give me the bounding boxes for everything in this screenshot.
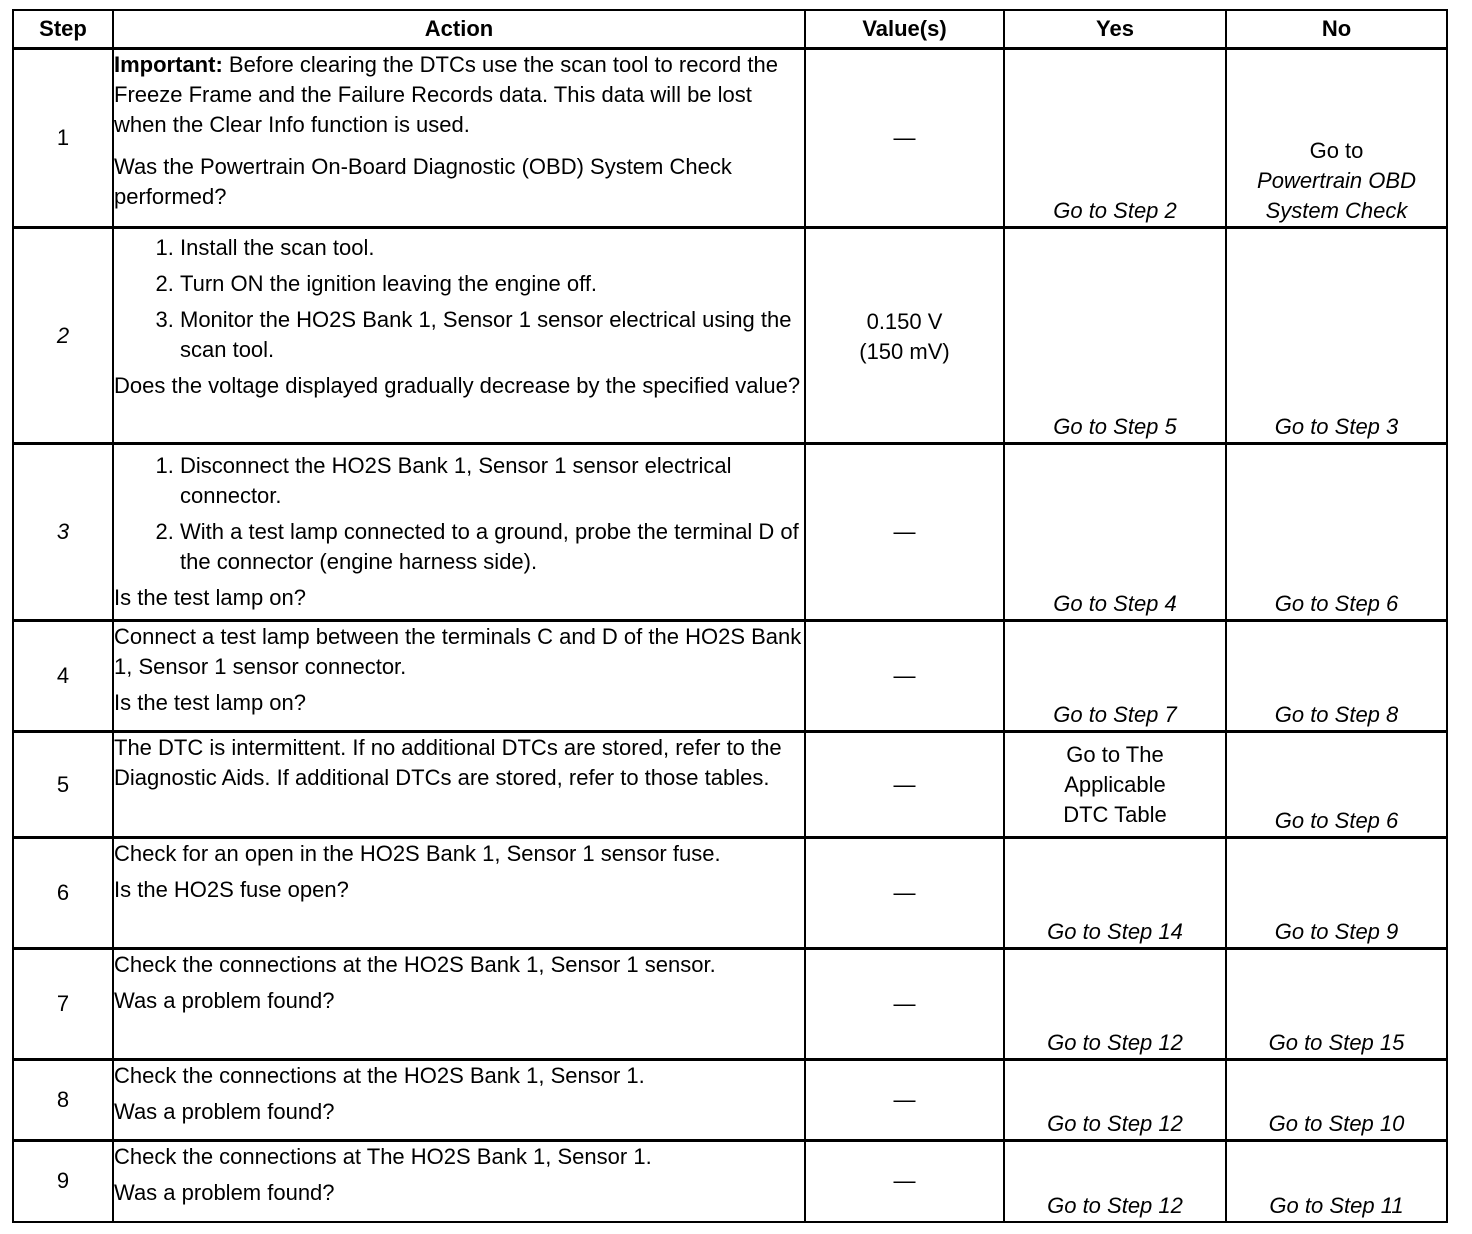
no-cell: [1226, 1060, 1447, 1141]
action-steps-list: [114, 451, 804, 577]
value-line: 0.150 V: [866, 309, 943, 334]
yes-cell: [1004, 49, 1226, 228]
yes-cell: [1004, 444, 1226, 621]
action-question: Was the Powertrain On-Board Diagnostic (OBD) System Check performed?: [114, 154, 732, 209]
value-cell: —: [805, 621, 1004, 732]
value-cell: —: [805, 49, 1004, 228]
value-cell: —: [805, 838, 1004, 949]
yes-cell: [1004, 732, 1226, 838]
step-number: 8: [13, 1060, 113, 1141]
no-goto: Go to Step 3: [1274, 414, 1399, 439]
no-cell: [1226, 444, 1447, 621]
yes-cell: [1004, 949, 1226, 1060]
header-yes: Yes: [1004, 10, 1226, 49]
table-row: [13, 838, 1447, 949]
value-cell: —: [805, 732, 1004, 838]
yes-goto: Go to Step 12: [1047, 1111, 1183, 1136]
action-question: Was a problem found?: [114, 988, 335, 1013]
no-cell: [1226, 228, 1447, 444]
action-steps-list: [114, 233, 804, 365]
action-cell: [113, 949, 805, 1060]
action-cell: [113, 732, 805, 838]
no-goto: Go to Step 15: [1268, 1030, 1405, 1055]
value-cell: —: [805, 1060, 1004, 1141]
action-question: Does the voltage displayed gradually decrease by the specified value?: [114, 373, 801, 398]
value-cell: —: [805, 949, 1004, 1060]
yes-goto-line: DTC Table: [1063, 801, 1167, 827]
action-question: Was a problem found?: [114, 1099, 335, 1124]
action-text: Check the connections at the HO2S Bank 1, Sensor 1 sensor.: [114, 952, 716, 977]
step-number: 6: [13, 838, 113, 949]
action-step-item: 2. With a test lamp connected to a ground, probe the terminal D of the connector (engine harness side).: [180, 517, 804, 577]
no-goto: Go to Step 11: [1269, 1192, 1404, 1218]
no-goto: Go to Step 10: [1268, 1111, 1405, 1136]
value-cell: —: [805, 1141, 1004, 1222]
yes-goto: Go to Step 12: [1047, 1192, 1183, 1218]
step-number: 3: [13, 444, 113, 621]
yes-goto-line: Applicable: [1064, 771, 1166, 797]
yes-cell: [1004, 1060, 1226, 1141]
action-step-item: 3. Monitor the HO2S Bank 1, Sensor 1 sensor electrical using the scan tool.: [180, 305, 804, 365]
action-text: Check for an open in the HO2S Bank 1, Sensor 1 sensor fuse.: [114, 841, 721, 866]
no-cell: [1226, 838, 1447, 949]
header-action: Action: [113, 10, 805, 49]
table-row: [13, 949, 1447, 1060]
action-cell: [113, 444, 805, 621]
diagnostic-table: [12, 9, 1448, 1223]
no-goto: Go to Step 6: [1274, 808, 1399, 833]
action-text: The DTC is intermittent. If no additional DTCs are stored, refer to the Diagnostic Aids. If additional DTCs are stored, refer to those tables.: [114, 735, 782, 790]
action-step-item: 2. Turn ON the ignition leaving the engine off.: [180, 269, 804, 299]
step-number: 1: [13, 49, 113, 228]
action-cell: [113, 838, 805, 949]
action-cell: [113, 228, 805, 444]
action-cell: [113, 49, 805, 228]
yes-goto: Go to Step 14: [1047, 919, 1183, 944]
action-step-item: 1. Install the scan tool.: [180, 233, 804, 263]
important-label: Important:: [114, 52, 223, 77]
no-cell: [1226, 949, 1447, 1060]
action-question: Is the test lamp on?: [114, 585, 306, 610]
no-goto-line: Go to: [1309, 138, 1364, 163]
no-cell: [1226, 1141, 1447, 1222]
no-goto-line: Powertrain OBD: [1257, 168, 1416, 193]
no-cell: [1226, 732, 1447, 838]
no-cell: [1226, 621, 1447, 732]
value-cell: —: [805, 444, 1004, 621]
yes-goto: Go to Step 2: [1053, 198, 1177, 223]
value-line: (150 mV): [859, 339, 950, 364]
table-row: [13, 1060, 1447, 1141]
yes-goto: Go to Step 12: [1047, 1030, 1183, 1055]
value-cell: [805, 228, 1004, 444]
yes-goto: Go to Step 5: [1053, 414, 1177, 439]
yes-cell: [1004, 1141, 1226, 1222]
table-row: [13, 444, 1447, 621]
no-goto: Go to Step 6: [1274, 591, 1399, 616]
action-question: Is the HO2S fuse open?: [114, 877, 349, 902]
header-no: No: [1226, 10, 1447, 49]
action-text: Connect a test lamp between the terminals C and D of the HO2S Bank 1, Sensor 1 sensor connector.: [114, 624, 802, 679]
action-question: Was a problem found?: [114, 1180, 335, 1205]
action-cell: [113, 621, 805, 732]
table-row: [13, 1141, 1447, 1222]
no-goto-line: System Check: [1265, 198, 1408, 223]
header-step: Step: [13, 10, 113, 49]
yes-goto-line: Go to The: [1066, 741, 1164, 767]
step-number: 5: [13, 732, 113, 838]
yes-cell: [1004, 621, 1226, 732]
important-note: [114, 50, 804, 140]
header-values: Value(s): [805, 10, 1004, 49]
action-text: Check the connections at The HO2S Bank 1, Sensor 1.: [114, 1144, 652, 1169]
step-number: 2: [13, 228, 113, 444]
action-question: Is the test lamp on?: [114, 690, 306, 715]
yes-goto: Go to Step 4: [1053, 591, 1177, 616]
no-goto: Go to Step 8: [1274, 702, 1399, 727]
yes-goto: Go to Step 7: [1053, 702, 1177, 727]
step-number: 9: [13, 1141, 113, 1222]
step-number: 4: [13, 621, 113, 732]
action-cell: [113, 1060, 805, 1141]
table-row: [13, 228, 1447, 444]
table-row: [13, 621, 1447, 732]
action-step-item: 1. Disconnect the HO2S Bank 1, Sensor 1 sensor electrical connector.: [180, 451, 804, 511]
action-cell: [113, 1141, 805, 1222]
no-goto: Go to Step 9: [1274, 919, 1399, 944]
table-row: [13, 49, 1447, 228]
table-row: [13, 732, 1447, 838]
action-text: Check the connections at the HO2S Bank 1, Sensor 1.: [114, 1063, 645, 1088]
header-row: [13, 10, 1447, 49]
yes-cell: [1004, 838, 1226, 949]
important-text: Before clearing the DTCs use the scan tool to record the Freeze Frame and the Failure Records data. This data will be lost when the Clear Info function is used.: [114, 52, 778, 137]
no-cell: [1226, 49, 1447, 228]
yes-cell: [1004, 228, 1226, 444]
step-number: 7: [13, 949, 113, 1060]
